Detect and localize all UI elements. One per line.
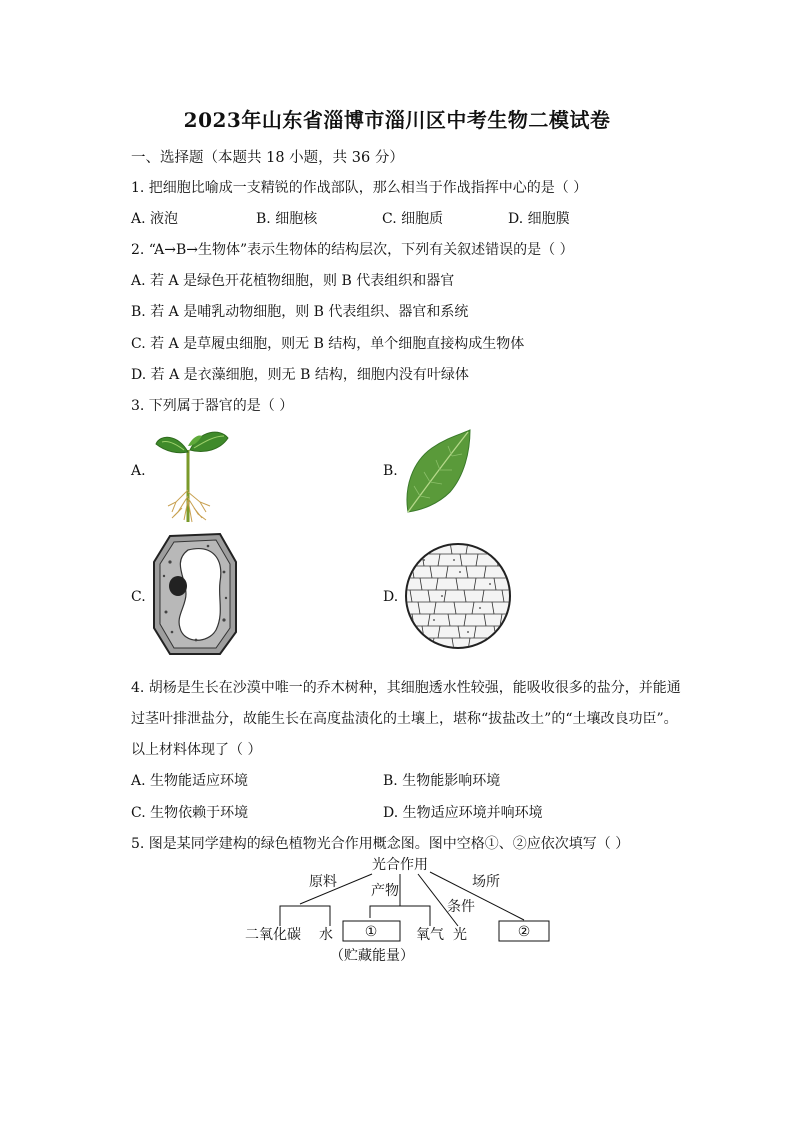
blank-2: ②: [517, 924, 531, 940]
question-1-stem: 1. 把细胞比喻成一支精锐的作战部队，那么相当于作战指挥中心的是（ ）: [131, 180, 588, 196]
leaf-image: [402, 428, 474, 516]
plant-cell-image: [150, 532, 240, 656]
note-stored-energy: （贮藏能量）: [330, 948, 414, 964]
q3-label-d: D.: [383, 589, 399, 605]
section-heading: 一、选择题（本题共 18 小题，共 36 分）: [131, 150, 404, 166]
q4-option-b: B. 生物能影响环境: [383, 773, 501, 789]
question-4-stem-line-2: 过茎叶排泄盐分，故能生长在高度盐渍化的土壤上，堪称“拔盐改土”的“土壤改良功臣”。: [131, 711, 678, 727]
question-5-stem: 5. 图是某同学建构的绿色植物光合作用概念图。图中空格①、②应依次填写（ ）: [131, 836, 630, 852]
photosynthesis-concept-map: [0, 850, 794, 970]
seedling-image: [148, 420, 232, 524]
q2-option-c: C. 若 A 是草履虫细胞，则无 B 结构，单个细胞直接构成生物体: [131, 336, 525, 352]
question-4-stem-line-1: 4. 胡杨是生长在沙漠中唯一的乔木树种，其细胞透水性较强，能吸收很多的盐分，并能通: [131, 680, 681, 696]
q3-label-c: C.: [131, 589, 146, 605]
q4-option-c: C. 生物依赖于环境: [131, 805, 249, 821]
node-light: 光: [453, 927, 467, 943]
node-photosynthesis: 光合作用: [372, 857, 428, 873]
q2-option-b: B. 若 A 是哺乳动物细胞，则 B 代表组织、器官和系统: [131, 304, 469, 320]
blank-1: ①: [364, 924, 378, 940]
tissue-image: [404, 542, 512, 650]
page-title: 2023年山东省淄博市淄川区中考生物二模试卷: [183, 108, 611, 132]
q2-option-d: D. 若 A 是衣藻细胞，则无 B 结构，细胞内没有叶绿体: [131, 367, 469, 383]
q3-label-b: B.: [383, 463, 398, 479]
question-2-stem: 2. “A→B→生物体”表示生物体的结构层次，下列有关叙述错误的是（ ）: [131, 242, 574, 258]
label-products: 产物: [371, 883, 399, 899]
label-raw-materials: 原料: [309, 874, 337, 890]
node-carbon-dioxide: 二氧化碳: [245, 927, 301, 943]
q1-option-b: B. 细胞核: [256, 211, 318, 227]
q4-option-d: D. 生物适应环境并响环境: [383, 805, 543, 821]
q2-option-a: A. 若 A 是绿色开花植物细胞，则 B 代表组织和器官: [131, 273, 455, 289]
question-4-stem-line-3: 以上材料体现了（ ）: [131, 742, 262, 758]
q3-label-a: A.: [131, 463, 146, 479]
question-3-stem: 3. 下列属于器官的是（ ）: [131, 398, 294, 414]
q4-option-a: A. 生物能适应环境: [131, 773, 249, 789]
node-water: 水: [319, 927, 333, 943]
q1-option-a: A. 液泡: [131, 211, 179, 227]
node-oxygen: 氧气: [416, 927, 444, 943]
label-place: 场所: [472, 874, 500, 890]
label-conditions: 条件: [447, 899, 475, 915]
q1-option-c: C. 细胞质: [382, 211, 444, 227]
q1-option-d: D. 细胞膜: [508, 211, 570, 227]
